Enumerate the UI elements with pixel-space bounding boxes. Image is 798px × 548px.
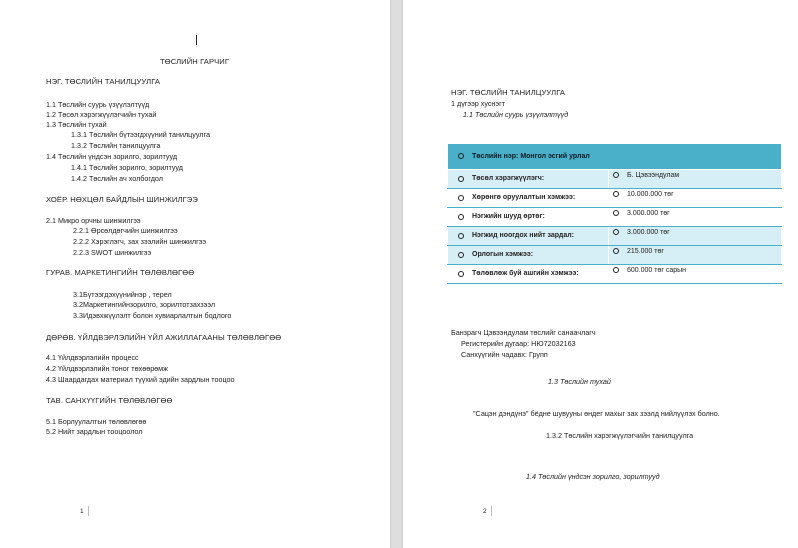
toc-item[interactable]: 1.1 Төслийн суурь үзүүлэлтүүд <box>46 100 150 109</box>
toc-item[interactable]: 3.2Маркетингийнзорилго, зорилтотзахзээл <box>73 300 216 309</box>
cell-value: 215.000 төг <box>627 248 664 255</box>
toc-item[interactable]: 1.3 Төслийн тухай <box>46 120 107 129</box>
toc-item[interactable]: 3.1Бүтээгдэхүүнийнэр , терел <box>73 290 172 299</box>
table-cell[interactable] <box>609 189 782 208</box>
cell-value: 3.000.000 төг <box>627 210 670 217</box>
cell-value: Б. Цэвээндулам <box>627 172 680 179</box>
table-cell[interactable] <box>448 227 609 246</box>
toc-item[interactable]: 1.4.1 Төслийн зорилго, зорилтууд <box>71 163 183 172</box>
cell-label: Хөрөнгө оруулалтын хэмжээ: <box>472 194 576 202</box>
page-number: 1 <box>80 508 84 515</box>
bullet-icon <box>613 229 619 235</box>
table-cell[interactable] <box>448 246 609 265</box>
toc-item[interactable]: 2.2.2 Хэрэглэгч, зах зээлийн шинжилгээ <box>73 237 207 246</box>
table-cell[interactable] <box>448 265 609 284</box>
page-gap <box>390 0 403 548</box>
toc-heading[interactable]: ДӨРӨВ. ҮЙЛДВЭРЛЭЛИЙН ҮЙЛ АЖИЛЛАГААНЫ ТӨЛӨВЛӨГӨӨ <box>46 333 282 342</box>
page-number-divider <box>491 506 492 516</box>
cell-label: Нэгжид ноогдох нийт зардал: <box>472 232 575 240</box>
section-heading: НЭГ. ТӨСЛИЙН ТАНИЛЦУУЛГА <box>451 88 566 97</box>
subsection-heading: 1.1 Төслийн суурь үзүүлэлтүүд <box>463 110 569 119</box>
finance-line: Санхүүгийн чадавх: Групп <box>461 350 548 359</box>
bullet-icon <box>613 210 619 216</box>
table-row <box>448 189 782 208</box>
bullet-icon <box>613 172 619 178</box>
section-heading: 1.3.2 Төслийн хэрэгжүүлэгчийн танилцуулга <box>546 431 694 440</box>
toc-item[interactable]: 5.1 Борлуулалтын төлөвлөгөө <box>46 417 147 426</box>
table-cell[interactable] <box>448 170 609 189</box>
author-line: Банзрагч Цэвээндулам төслийг санаачлагч <box>451 328 596 337</box>
table-cell[interactable] <box>609 208 782 227</box>
table-row <box>448 144 782 170</box>
toc-item[interactable]: 1.3.2 Төслийн танилцуулга <box>71 141 161 150</box>
bullet-icon <box>613 267 619 273</box>
page-number-divider <box>88 506 89 516</box>
toc-item[interactable]: 4.1 Үйлдвэрлэлийн процесс <box>46 353 139 362</box>
toc-heading[interactable]: НЭГ. ТӨСЛИЙН ТАНИЛЦУУЛГА <box>46 77 161 86</box>
toc-title: ТӨСЛИЙН ГАРЧИГ <box>160 57 230 66</box>
toc-item[interactable]: 2.1 Микро орчны шинжилгээ <box>46 216 141 225</box>
toc-item[interactable]: 2.2.3 SWOT шинжилгээ <box>73 248 152 257</box>
bullet-icon <box>613 248 619 254</box>
project-info-table <box>447 143 782 284</box>
bullet-icon <box>458 214 464 220</box>
registration-line: Регистерийн дугаар: НЮ72032163 <box>461 339 576 348</box>
table-cell[interactable] <box>448 189 609 208</box>
cell-label: Орлогын хэмжээ: <box>472 251 534 259</box>
toc-heading[interactable]: ТАВ. САНХҮҮГИЙН ТӨЛӨВЛӨГӨӨ <box>46 396 173 405</box>
toc-item[interactable]: 4.3 Шаардагдах материал түүхий эдийн зардлын тооцоо <box>46 375 235 384</box>
table-row <box>448 170 782 189</box>
page-number: 2 <box>483 508 487 515</box>
bullet-icon <box>458 153 464 159</box>
toc-item[interactable]: 1.4 Төслийн үндсэн зорилго, зорилтууд <box>46 152 178 161</box>
cell-label: Төлөвлөж буй ашгийн хэмжээ: <box>472 270 579 278</box>
toc-item[interactable]: 4.2 Үйлдвэрлэлийн тоног төхөөрөмж <box>46 364 168 373</box>
document-page-2 <box>403 0 798 548</box>
toc-item[interactable]: 1.3.1 Төслийн бүтээгдхүүний танилцуулга <box>71 130 210 139</box>
table-cell[interactable] <box>609 170 782 189</box>
table-row <box>448 227 782 246</box>
body-paragraph: "Сацэн дэндүнэ" бёдне шувууны өндег махыг зах зээлд нийлүүлэх болно. <box>473 409 720 418</box>
toc-item[interactable]: 5.2 Нийт зардлын тооцоолол <box>46 427 143 436</box>
cell-label: Төсөл хэрэгжүүлэгч: <box>472 175 545 183</box>
bullet-icon <box>458 176 464 182</box>
cell-value: 600.000 төг сарын <box>627 267 687 274</box>
toc-heading[interactable]: ХОЁР. НӨХЦӨЛ БАЙДЛЫН ШИНЖИЛГЭЭ <box>46 195 198 204</box>
section-heading: 1.3 Төслийн тухай <box>548 377 611 386</box>
bullet-icon <box>458 233 464 239</box>
text-cursor <box>196 35 197 45</box>
cell-value: 3.000.000 төг <box>627 229 670 236</box>
table-row <box>448 208 782 227</box>
document-page-1 <box>0 0 390 548</box>
cell-value: 10.000.000 төг <box>627 191 674 198</box>
table-row <box>448 265 782 284</box>
toc-heading[interactable]: ГУРАВ. МАРКЕТИНГИЙН ТӨЛӨВЛӨГӨӨ <box>46 268 195 277</box>
table-cell[interactable] <box>609 227 782 246</box>
toc-item[interactable]: 1.4.2 Төслийн ач холбогдол <box>71 174 163 183</box>
bullet-icon <box>458 252 464 258</box>
bullet-icon <box>458 195 464 201</box>
table-cell[interactable] <box>609 265 782 284</box>
table-cell[interactable] <box>448 208 609 227</box>
table-caption: 1 дүгээр хуснэгт <box>451 99 505 108</box>
bullet-icon <box>613 191 619 197</box>
cell-label: Төслийн нэр: Монгол эсгий урлал <box>472 152 590 160</box>
table-cell[interactable] <box>448 144 782 170</box>
cell-label: Нэгжийн шууд өртөг: <box>472 213 545 221</box>
table-cell[interactable] <box>609 246 782 265</box>
table-row <box>448 246 782 265</box>
toc-item[interactable]: 3.3Идэвхжүүлэлт болон хувиарлалтын бодлого <box>73 311 232 320</box>
toc-item[interactable]: 1.2 Төсөл хэрэгжүүлэгчийн тухай <box>46 110 157 119</box>
section-heading: 1.4 Төслийн үндсэн зорилго, зорилтууд <box>526 472 660 481</box>
toc-item[interactable]: 2.2.1 Өрсөлдөгчийн шинжилгээ <box>73 226 178 235</box>
bullet-icon <box>458 271 464 277</box>
